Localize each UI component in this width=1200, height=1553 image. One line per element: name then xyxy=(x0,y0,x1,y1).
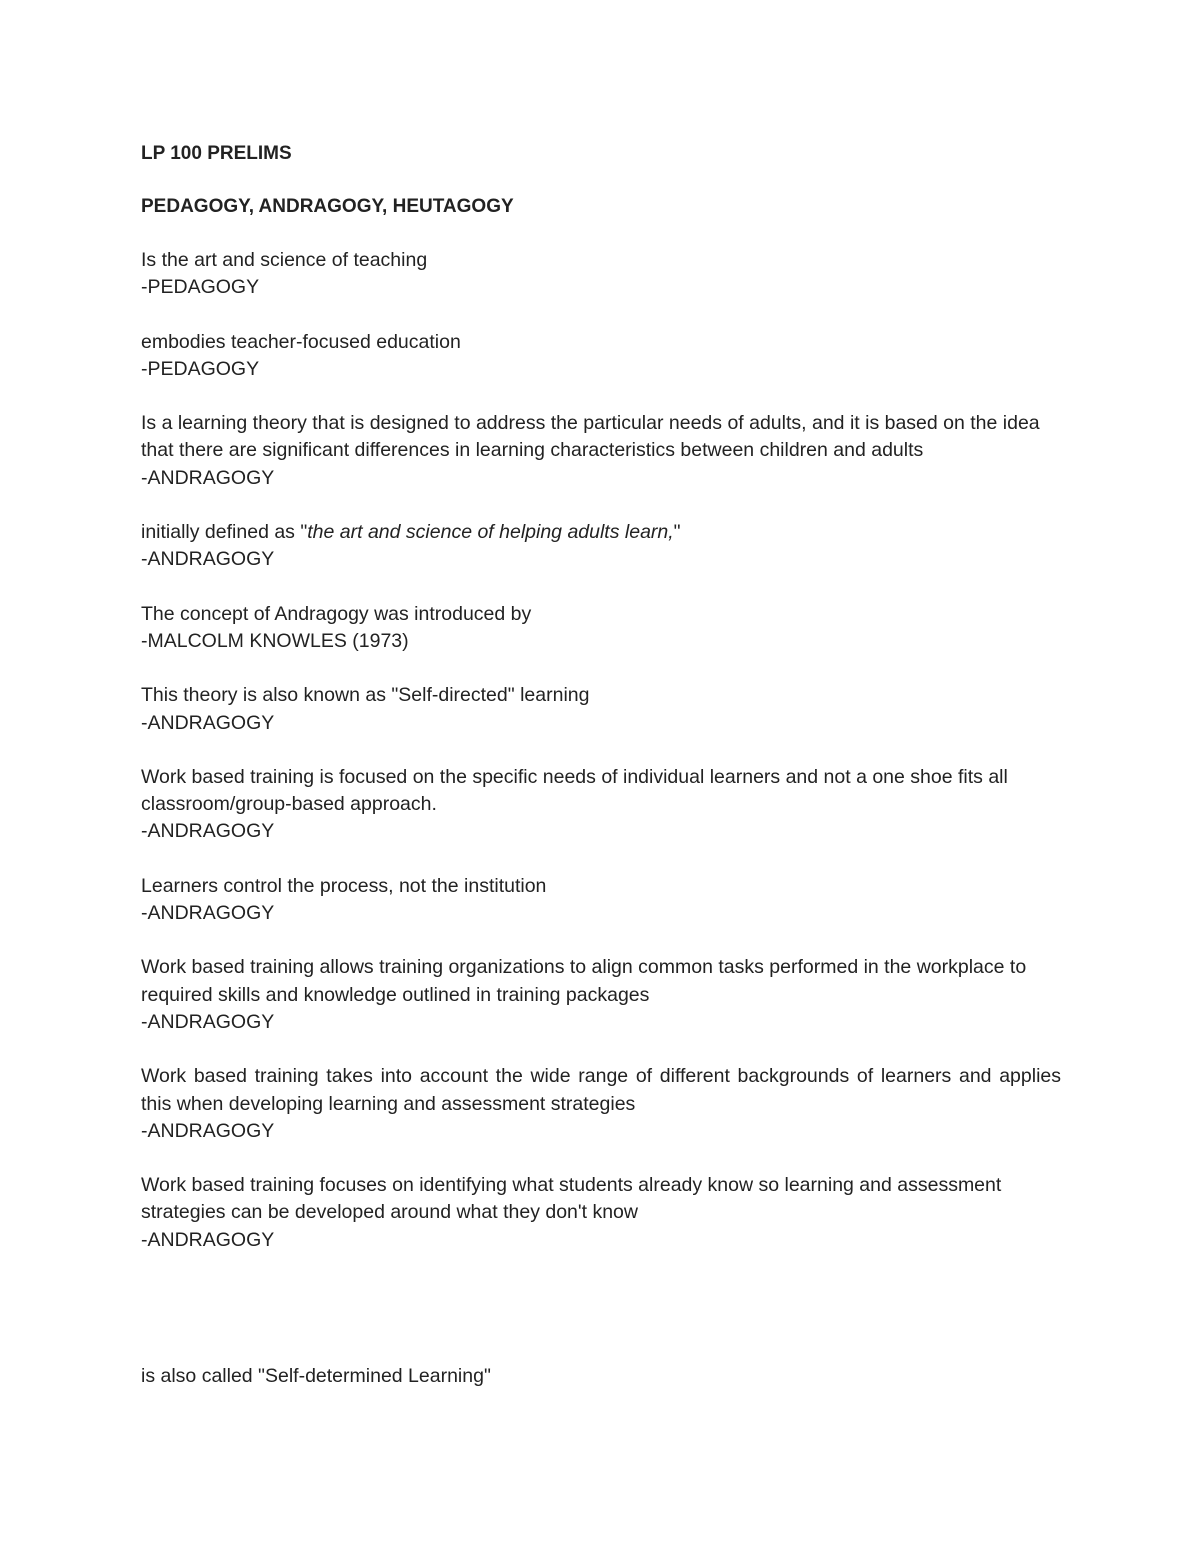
answer-text: -ANDRAGOGY xyxy=(141,1228,275,1251)
question-text: Work based training allows training organizations to align common tasks performed in the workplace to required skills and knowledge outlined in training packages xyxy=(141,956,1027,1006)
question-text xyxy=(141,519,1061,546)
answer-text: -ANDRAGOGY xyxy=(141,711,275,734)
document-content xyxy=(141,140,1061,1417)
question-prefix: initially defined as " xyxy=(141,521,308,544)
answer-text: -ANDRAGOGY xyxy=(141,548,275,571)
question-text: Is the art and science of teaching xyxy=(141,249,428,271)
answer-text: -ANDRAGOGY xyxy=(141,1119,275,1142)
question-text: The concept of Andragogy was introduced by xyxy=(141,602,532,625)
qa-item xyxy=(141,519,1061,574)
blank-space xyxy=(141,1281,1061,1363)
question-text: Work based training is focused on the specific needs of individual learners and not a one shoe fits all classroom/group-based approach. xyxy=(141,765,1008,816)
qa-item xyxy=(141,601,1061,656)
answer-text: -PEDAGOGY xyxy=(141,357,260,380)
document-subtitle: PEDAGOGY, ANDRAGOGY, HEUTAGOGY xyxy=(141,196,514,217)
answer-text: -ANDRAGOGY xyxy=(141,902,275,925)
question-suffix: " xyxy=(673,521,681,544)
qa-item xyxy=(141,873,1061,928)
qa-item xyxy=(141,247,1061,302)
question-italic-quote: the art and science of helping adults learn, xyxy=(307,521,674,544)
answer-text: -MALCOLM KNOWLES (1973) xyxy=(141,629,409,652)
answer-text: -PEDAGOGY xyxy=(141,276,260,299)
qa-item xyxy=(141,1063,1061,1145)
question-text: Work based training focuses on identifying what students already know so learning and assessment strategies can be developed around what they don't know xyxy=(141,1174,1002,1224)
qa-item xyxy=(141,764,1061,846)
qa-item xyxy=(141,410,1061,492)
answer-text: -ANDRAGOGY xyxy=(141,1010,275,1033)
last-line: is also called "Self-determined Learning" xyxy=(141,1365,491,1388)
qa-item xyxy=(141,329,1061,384)
question-text: This theory is also known as "Self-directed" learning xyxy=(141,684,590,707)
question-text: Work based training takes into account the wide range of different backgrounds of learners and applies this when developing learning and assessment strategies xyxy=(141,1065,1061,1115)
question-text: embodies teacher-focused education xyxy=(141,330,461,353)
document-title: LP 100 PRELIMS xyxy=(141,143,292,164)
answer-text: -ANDRAGOGY xyxy=(141,466,275,489)
qa-item xyxy=(141,682,1061,737)
qa-item xyxy=(141,954,1061,1036)
question-text: Is a learning theory that is designed to address the particular needs of adults, and it is based on the idea that there are significant differences in learning characteristics between children and adults xyxy=(141,412,1040,462)
answer-text: -ANDRAGOGY xyxy=(141,820,275,843)
qa-item xyxy=(141,1172,1061,1254)
question-text: Learners control the process, not the institution xyxy=(141,874,547,897)
